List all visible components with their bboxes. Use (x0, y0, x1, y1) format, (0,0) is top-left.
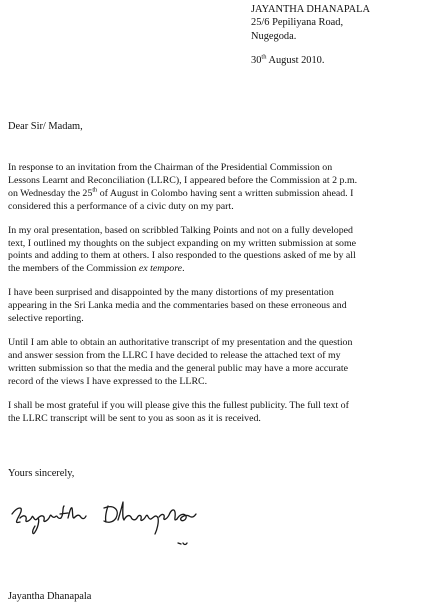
letter-body (8, 162, 422, 436)
date-day: 30 (251, 55, 262, 67)
date-month-year: August 2010. (266, 55, 325, 67)
letter-date (251, 54, 370, 67)
signatory-name: Jayantha Dhanapala (8, 591, 92, 602)
sender-address-line2: Nugegoda. (251, 30, 297, 42)
paragraph-5: I shall be most grateful if you will please give this the fullest publicity. The full text of the LLRC transcript will be sent to you as soon as it is received. (8, 399, 349, 424)
paragraph-1: In response to an invitation from the Chairman of the Presidential Commission on Lessons Learnt and Reconciliation (LLRC), I appeared before the Commission at 2 p.m. on Wednesday the 25th of August in Colombo having sent a written submission ahead. I considered this a performance of a civic duty on my part. (8, 162, 358, 212)
sender-address-block (251, 3, 370, 68)
paragraph-3: I have been surprised and disappointed by the many distortions of my presentation appearing in the Sri Lanka media and the commentaries based on these erroneous and selective reporting. (8, 287, 347, 325)
salutation: Dear Sir/ Madam, (8, 121, 83, 132)
paragraph-4: Until I am able to obtain an authoritative transcript of my presentation and the question and answer session from the LLRC I have decided to release the attached text of my written submission so that the media and the general public may have a more accurate record of the views I have expressed to the LLRC. (8, 336, 353, 387)
closing: Yours sincerely, (8, 468, 75, 479)
paragraph-2: In my oral presentation, based on scribbled Talking Points and not on a fully developed text, I outlined my thoughts on the subject expanding on my written submission at some points and adding to them at others. I also responded to the questions asked of me by all the members of the Commission ex tempore. (8, 224, 357, 275)
handwritten-signature (8, 492, 203, 552)
date-suffix: th (261, 53, 267, 61)
sender-address-line1: 25/6 Pepiliyana Road, (251, 17, 344, 29)
sender-name: JAYANTHA DHANAPALA (251, 4, 371, 15)
